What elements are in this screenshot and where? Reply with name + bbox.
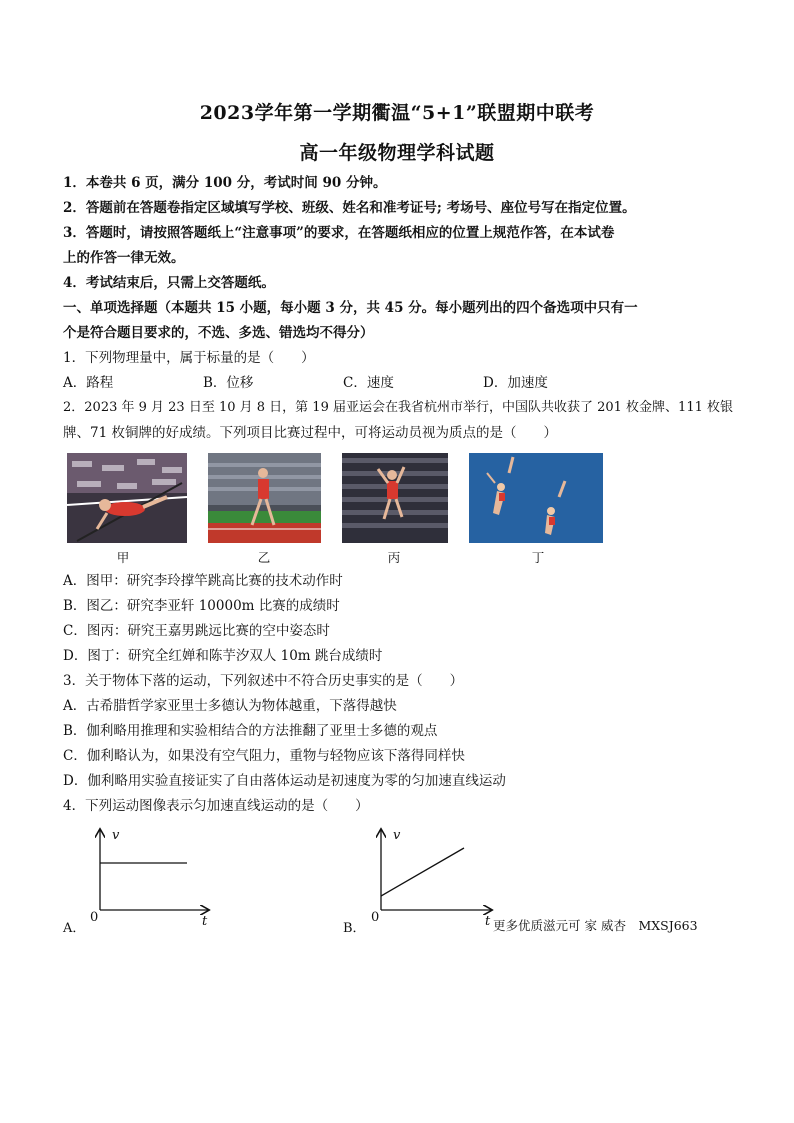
- exam-subtitle: 高一年级物理学科试题: [299, 142, 495, 164]
- note-4: 4．考试结束后，只需上交答题纸。: [63, 275, 275, 291]
- photo-pole-vault: [67, 453, 187, 543]
- q1-option-c: C．速度: [343, 375, 394, 391]
- graph-a: [80, 824, 215, 924]
- caption-jia: 甲: [116, 550, 130, 565]
- graph-a-t-label: t: [202, 914, 208, 929]
- photo-diving: [469, 453, 603, 543]
- q2-option-c: C．图丙：研究王嘉男跳远比赛的空中姿态时: [63, 623, 330, 639]
- q2-option-a: A．图甲：研究李玲撑竿跳高比赛的技术动作时: [63, 573, 343, 589]
- q1-option-a: A．路程: [63, 375, 114, 391]
- caption-yi: 乙: [257, 550, 271, 565]
- note-3-cont: 上的作答一律无效。: [63, 250, 185, 266]
- q1-stem: 1．下列物理量中，属于标量的是（ ）: [63, 350, 315, 366]
- watermark-text: 更多优质滋元可 家 威杏 MXSJ663: [493, 918, 698, 933]
- graph-a-origin: 0: [90, 910, 99, 925]
- graph-b-t-label: t: [485, 914, 491, 929]
- section-heading-cont: 个是符合题目要求的，不选、多选、错选均不得分）: [63, 325, 374, 341]
- section-heading: 一、单项选择题（本题共 15 小题，每小题 3 分，共 45 分。每小题列出的四个备选项中只有一: [63, 300, 638, 316]
- graph-a-option: A．: [63, 921, 86, 936]
- q4-stem: 4．下列运动图像表示匀加速直线运动的是（ ）: [63, 798, 369, 814]
- exam-title: 2023学年第一学期衢温“5+1”联盟期中联考: [199, 102, 595, 124]
- caption-ding: 丁: [531, 550, 545, 565]
- q2-stem: 2．2023 年 9 月 23 日至 10 月 8 日，第 19 届亚运会在我省杭州市举行，中国队共收获了 201 枚金牌、111 枚银: [63, 400, 734, 415]
- q3-option-b: B．伽利略用推理和实验相结合的方法推翻了亚里士多德的观点: [63, 723, 438, 739]
- graph-b-origin: 0: [371, 910, 380, 925]
- q2-option-b: B．图乙：研究李亚轩 10000m 比赛的成绩时: [63, 598, 340, 614]
- graph-a-v-label: v: [112, 828, 120, 843]
- photo-long-jump: [342, 453, 448, 543]
- note-3: 3．答题时，请按照答题纸上“注意事项”的要求，在答题纸相应的位置上规范作答，在本试卷: [63, 225, 615, 241]
- q1-option-b: B．位移: [203, 375, 254, 391]
- q3-option-a: A．古希腊哲学家亚里士多德认为物体越重，下落得越快: [63, 698, 397, 714]
- graph-b-v-label: v: [393, 828, 401, 843]
- q3-stem: 3．关于物体下落的运动，下列叙述中不符合历史事实的是（ ）: [63, 673, 464, 689]
- q2-option-d: D．图丁：研究全红婵和陈芋汐双人 10m 跳台成绩时: [63, 648, 383, 664]
- graph-b-line: [381, 848, 464, 896]
- note-1: 1．本卷共 6 页，满分 100 分，考试时间 90 分钟。: [63, 175, 387, 191]
- q3-option-c: C．伽利略认为，如果没有空气阻力，重物与轻物应该下落得同样快: [63, 748, 465, 764]
- photo-race-walk: [208, 453, 321, 543]
- graph-b: [361, 824, 496, 924]
- graph-b-option: B．: [343, 921, 366, 936]
- note-2: 2．答题前在答题卷指定区域填写学校、班级、姓名和准考证号; 考场号、座位号写在指定位置。: [63, 200, 636, 216]
- q3-option-d: D．伽利略用实验直接证实了自由落体运动是初速度为零的匀加速直线运动: [63, 773, 506, 789]
- caption-bing: 丙: [387, 550, 401, 565]
- q1-option-d: D．加速度: [483, 375, 548, 391]
- q2-stem-cont: 牌、71 枚铜牌的好成绩。下列项目比赛过程中，可将运动员视为质点的是（ ）: [63, 425, 557, 441]
